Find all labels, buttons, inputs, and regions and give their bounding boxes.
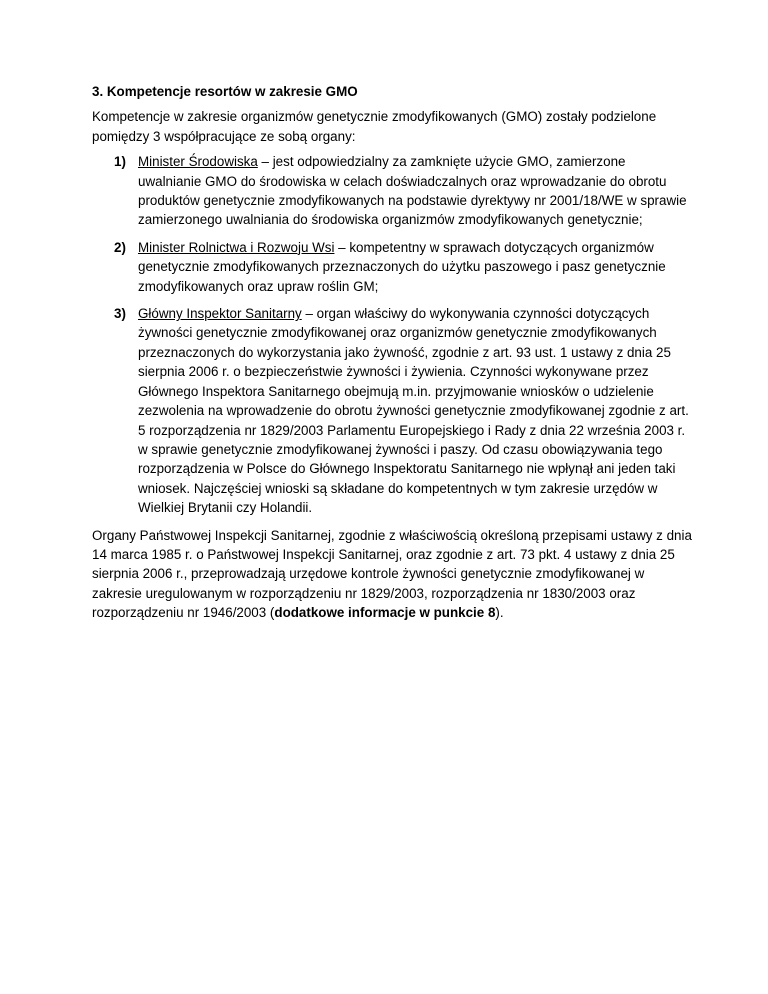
list-item-text: – kompetentny w sprawach dotyczących organizmów genetycznie zmodyfikowanych przeznaczonych do użytku paszowego i pasz genetycznie zmodyfikowanych oraz upraw roślin GM; [138,239,666,294]
list-item-number: 2) [114,239,126,255]
list-item-number: 1) [114,154,126,170]
document-page [92,82,692,629]
competence-list [92,152,692,517]
list-item-text: – organ właściwy do wykonywania czynności dotyczących żywności genetycznie zmodyfikowanej oraz organizmów genetycznie zmodyfikowanych przeznaczonych do wykorzystania jako żywność, zgodnie z art. 93 ust. 1 ustawy z dnia 25 sierpnia 2006 r. o bezpieczeństwie żywności i żywienia. Czynności wykonywane przez Głównego Inspektora Sanitarnego obejmują m.in. przyjmowanie wniosków o udzielenie zezwolenia na wprowadzenie do obrotu żywności genetycznie zmodyfikowanej zgodnie z art. 5 rozporządzenia nr 1829/2003 Parlamentu Europejskiego i Rady z dnia 22 września 2003 r. w sprawie genetycznie zmodyfikowanej żywności i paszy. Od czasu obowiązywania tego rozporządzenia w Polsce do Głównego Inspektoratu Sanitarnego nie wpłynął ani jeden taki wniosek. Najczęściej wnioski są składane do kompetentnych w tym zakresie urzędów w Wielkiej Brytanii czy Holandii. [138,306,689,516]
list-item-text: – jest odpowiedzialny za zamknięte użycie GMO, zamierzone uwalnianie GMO do środowiska w celach doświadczalnych oraz wprowadzanie do obrotu produktów genetycznie zmodyfikowanych na podstawie dyrektywy nr 2001/18/WE w sprawie zamierzonego uwalniania do środowiska organizmów zmodyfikowanych genetycznie; [138,154,687,228]
closing-text: Organy Państwowej Inspekcji Sanitarnej, zgodnie z właściwością określoną przepisami ustawy z dnia 14 marca 1985 r. o Państwowej Inspekcji Sanitarnej, oraz zgodnie z art. 73 pkt. 4 ustawy z dnia 25 sierpnia 2006 r., przeprowadzają urzędowe kontrole żywności genetycznie zmodyfikowanej w zakresie uregulowanym w rozporządzeniu nr 1829/2003, rozporządzenia nr 1830/2003 oraz rozporządzeniu nr 1946/2003 ( [92,527,692,621]
closing-paragraph [92,526,692,623]
list-item-number: 3) [114,306,126,322]
closing-end: ). [495,605,504,621]
list-item-term: Minister Rolnictwa i Rozwoju Wsi [138,239,335,255]
intro-paragraph: Kompetencje w zakresie organizmów genetycznie zmodyfikowanych (GMO) zostały podzielone pomiędzy 3 współpracujące ze sobą organy: [92,109,657,144]
list-item-term: Minister Środowiska [138,154,258,170]
list-item [92,304,692,517]
list-item-term: Główny Inspektor Sanitarny [138,306,302,322]
section-heading: 3. Kompetencje resortów w zakresie GMO [92,84,358,99]
closing-bold-reference: dodatkowe informacje w punkcie 8 [274,605,496,621]
list-item [92,238,692,296]
list-item [92,152,692,230]
